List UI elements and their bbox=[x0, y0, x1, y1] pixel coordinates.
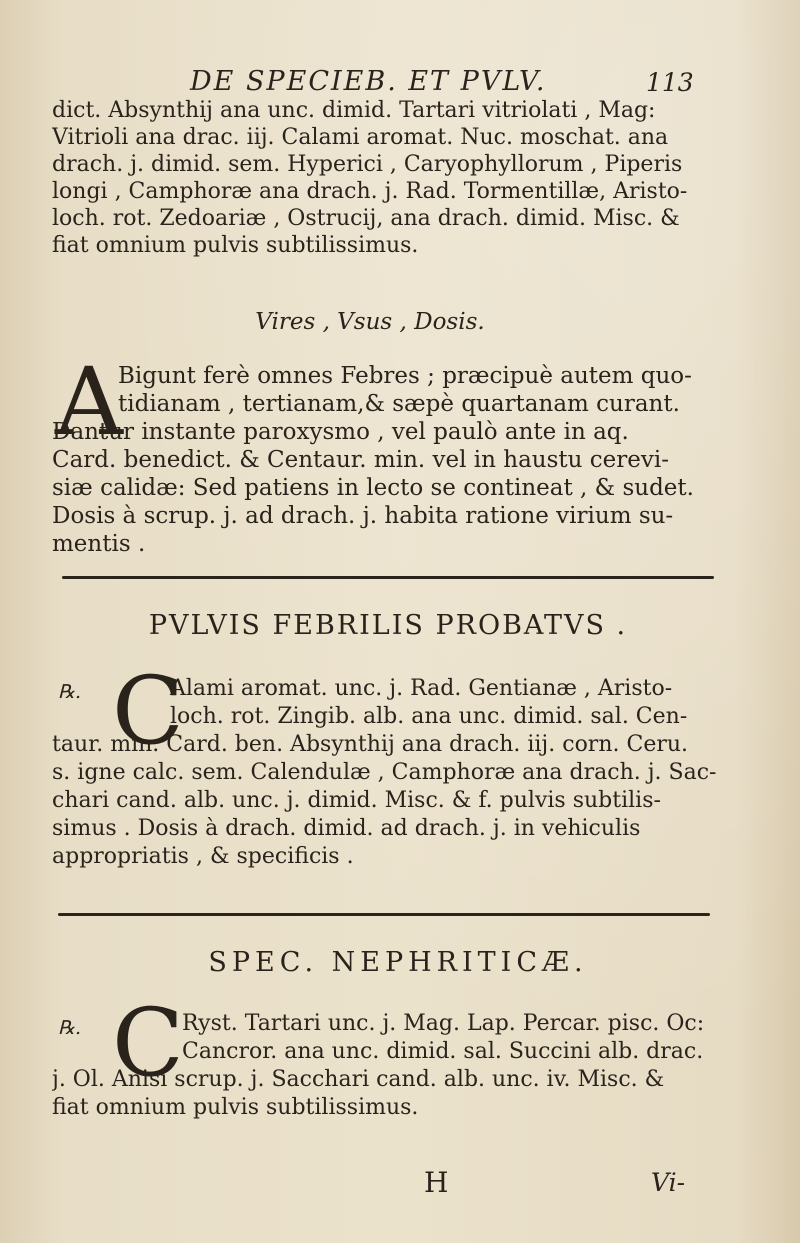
text-line: loch. rot. Zedoariæ , Ostrucij, ana drach. dimid. Misc. & bbox=[52, 206, 680, 231]
horizontal-rule bbox=[58, 913, 710, 916]
running-head: DE SPECIEB. ET PVLV. bbox=[190, 66, 547, 97]
recipe-paragraph bbox=[52, 675, 720, 871]
text-line: Card. benedict. & Centaur. min. vel in haustu cerevi- bbox=[52, 447, 669, 473]
page-header bbox=[0, 66, 800, 100]
text-line: simus . Dosis à drach. dimid. ad drach. j. in vehiculis bbox=[52, 816, 641, 841]
text-line: j. Ol. Anisi scrup. j. Sacchari cand. alb. unc. iv. Misc. & bbox=[52, 1067, 665, 1092]
text-line: Bigunt ferè omnes Febres ; præcipuè autem quo- bbox=[118, 363, 692, 389]
text-line: taur. min. Card. ben. Absynthij ana drach. iij. corn. Ceru. bbox=[52, 732, 689, 757]
text-line: chari cand. alb. unc. j. dimid. Misc. & f. pulvis subtilis- bbox=[52, 788, 661, 813]
text-line: Dantur instante paroxysmo , vel paulò ante in aq. bbox=[52, 419, 629, 445]
recipe-symbol: ℞. bbox=[58, 1017, 82, 1039]
recipe-symbol: ℞. bbox=[58, 681, 82, 703]
text-line: Alami aromat. unc. j. Rad. Gentianæ , Aristo- bbox=[170, 676, 673, 701]
text-line: s. igne calc. sem. Calendulæ , Camphoræ ana drach. j. Sac- bbox=[52, 760, 717, 785]
text-line: tidianam , tertianam,& sæpè quartanam curant. bbox=[118, 391, 680, 417]
page-number: 113 bbox=[646, 68, 694, 97]
recipe-continuation bbox=[52, 97, 720, 259]
text-line: dict. Absynthij ana unc. dimid. Tartari vitriolati , Mag: bbox=[52, 98, 656, 123]
section-title: SPEC. NEPHRITICÆ. bbox=[208, 947, 588, 978]
drop-cap-c: C bbox=[112, 657, 184, 766]
drop-cap-c: C bbox=[112, 989, 184, 1098]
text-line: appropriatis , & specificis . bbox=[52, 844, 354, 869]
text-line: Vitrioli ana drac. iij. Calami aromat. Nuc. moschat. ana bbox=[52, 125, 669, 150]
text-line: Cancror. ana unc. dimid. sal. Succini alb. drac. bbox=[182, 1039, 704, 1064]
horizontal-rule bbox=[62, 576, 714, 579]
text-line: mentis . bbox=[52, 531, 146, 557]
text-line: siæ calidæ: Sed patiens in lecto se contineat , & sudet. bbox=[52, 475, 694, 501]
text-line: fiat omnium pulvis subtilissimus. bbox=[52, 1095, 419, 1120]
text-line: drach. j. dimid. sem. Hyperici , Caryophyllorum , Piperis bbox=[52, 152, 683, 177]
text-line: Dosis à scrup. j. ad drach. j. habita ratione virium su- bbox=[52, 503, 674, 529]
drop-cap-a: A bbox=[55, 348, 123, 457]
section-title: PVLVIS FEBRILIS PROBATVS . bbox=[148, 610, 628, 641]
signature-mark: H bbox=[424, 1166, 449, 1199]
text-line: Ryst. Tartari unc. j. Mag. Lap. Percar. pisc. Oc: bbox=[182, 1011, 705, 1036]
catchword: Vi- bbox=[651, 1168, 686, 1197]
text-line: fiat omnium pulvis subtilissimus. bbox=[52, 233, 419, 258]
recipe-paragraph bbox=[52, 1010, 720, 1122]
vires-heading: Vires , Vsus , Dosis. bbox=[255, 309, 485, 335]
text-line: loch. rot. Zingib. alb. ana unc. dimid. sal. Cen- bbox=[170, 704, 688, 729]
vires-paragraph bbox=[52, 348, 720, 558]
text-line: longi , Camphoræ ana drach. j. Rad. Tormentillæ, Aristo- bbox=[52, 179, 688, 204]
